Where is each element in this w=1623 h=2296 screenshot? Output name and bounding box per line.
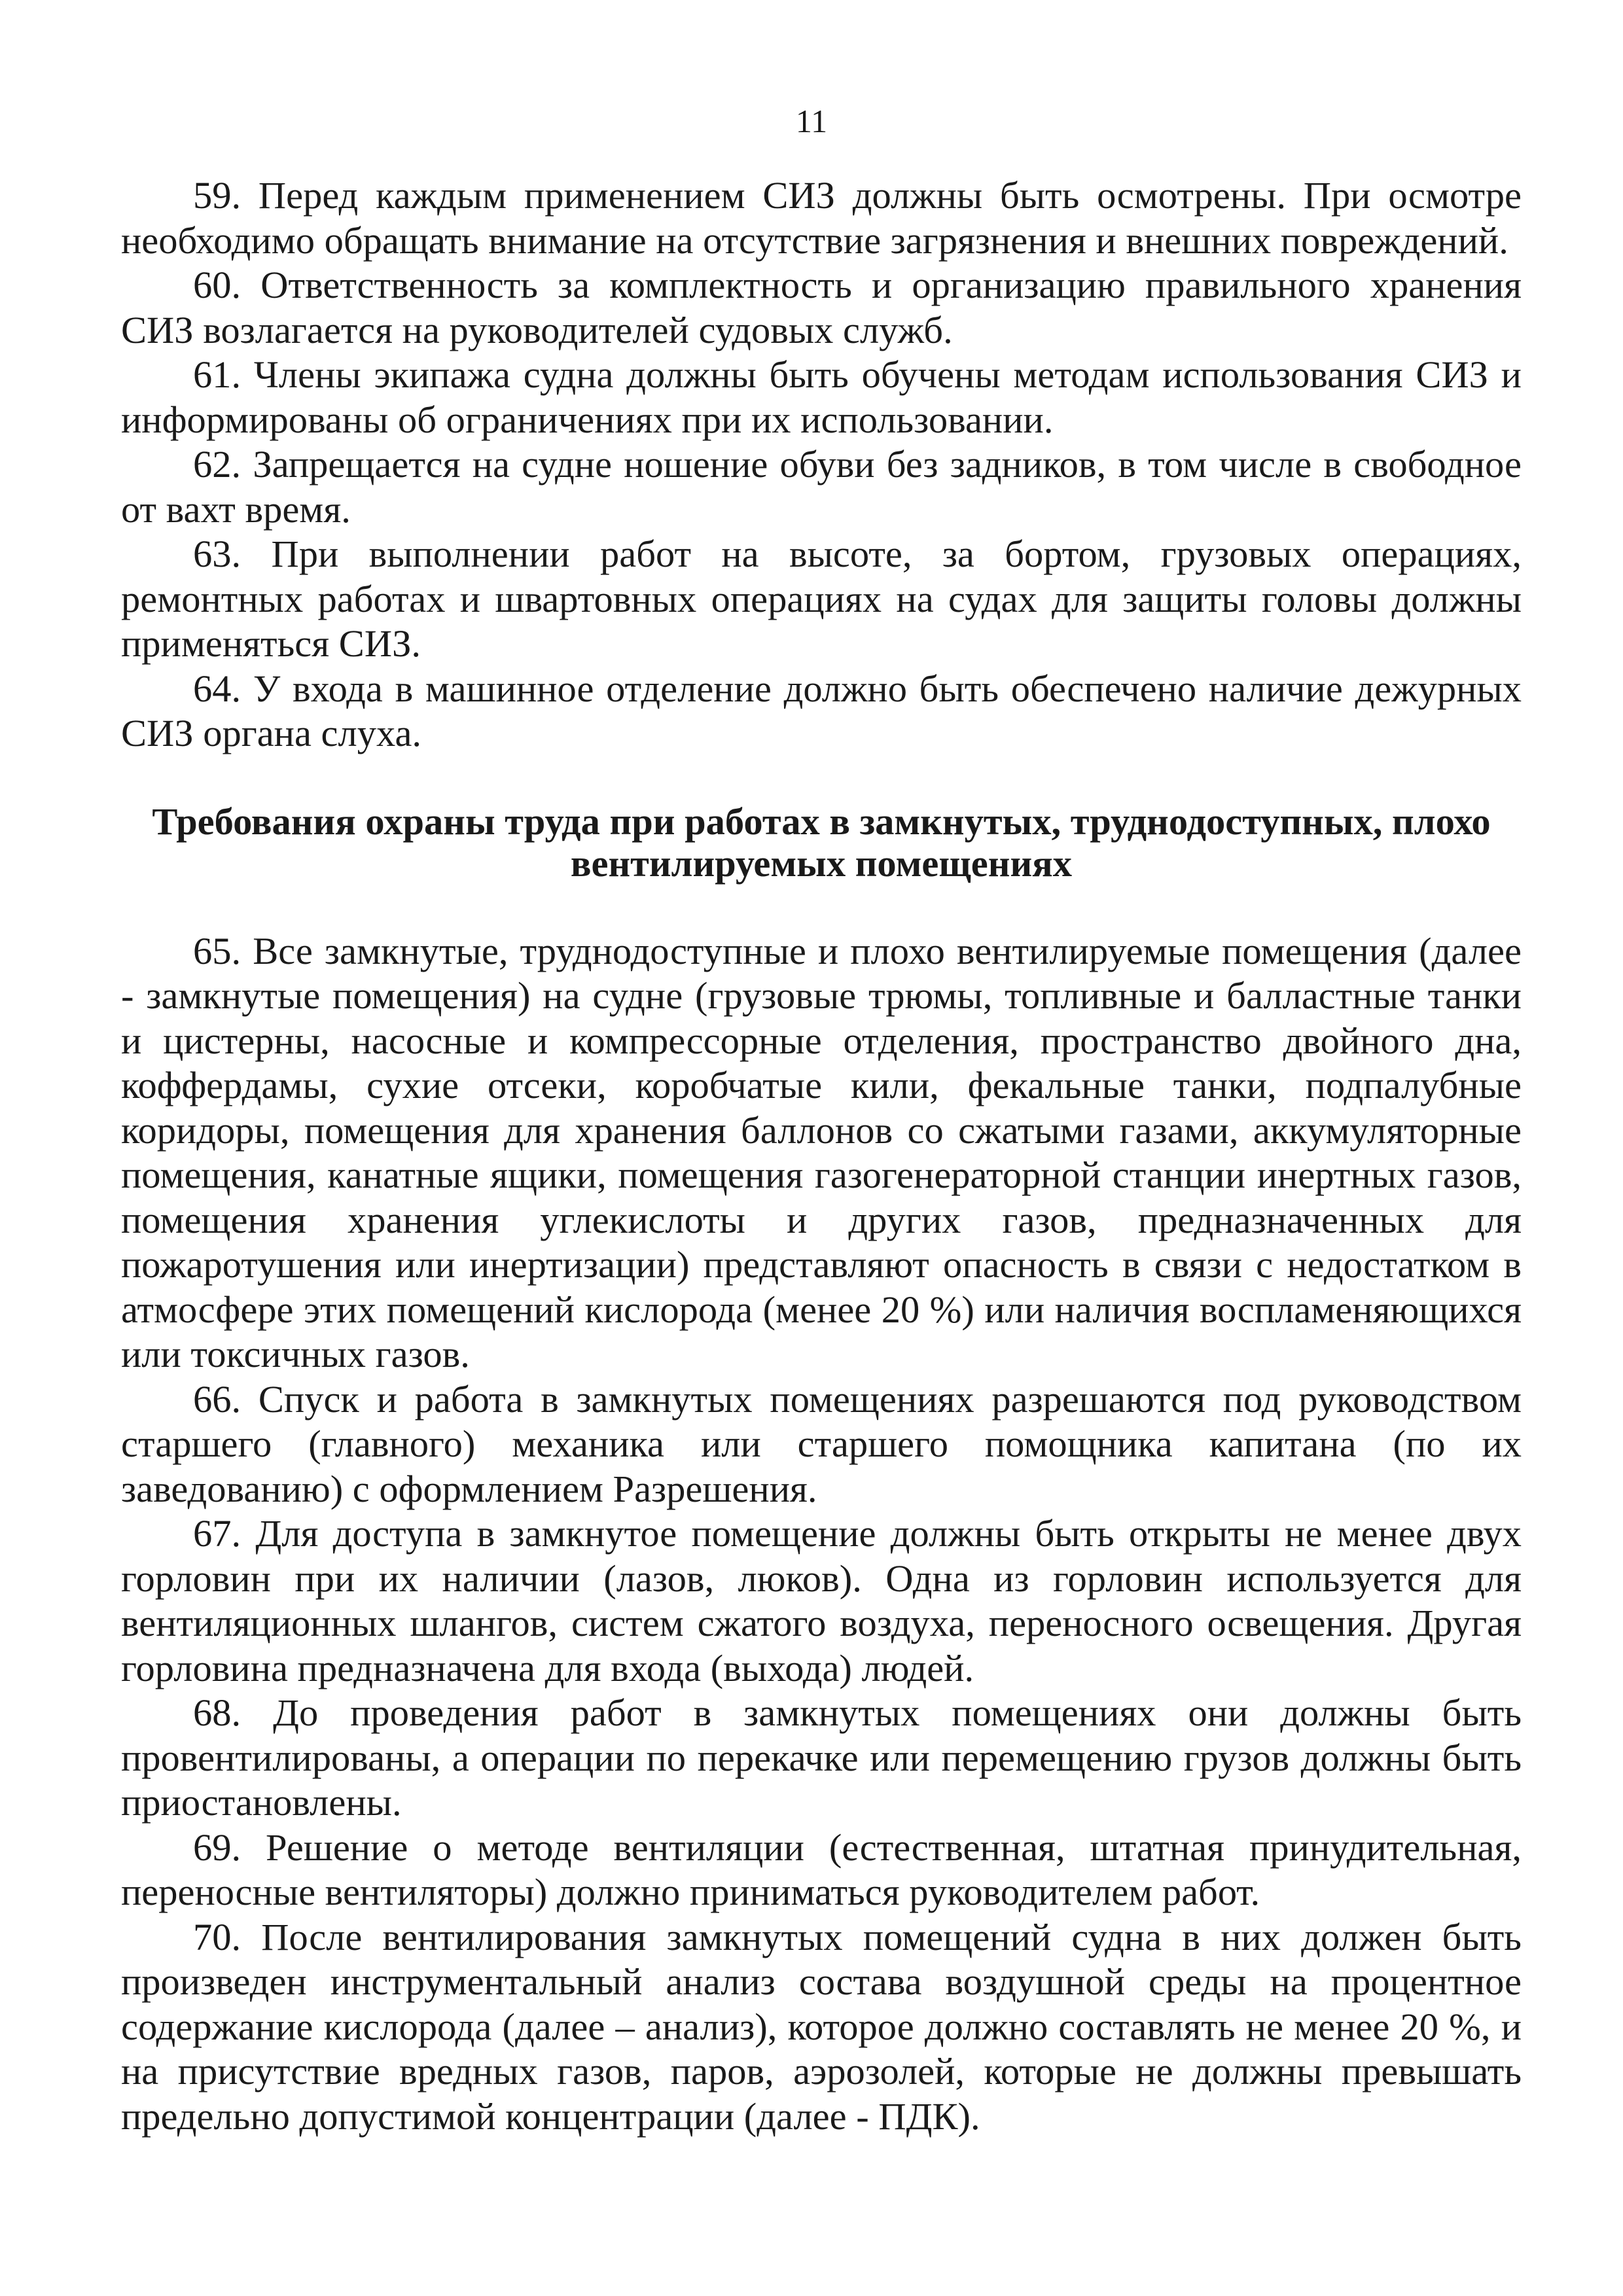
paragraph-65: 65. Все замкнутые, труднодоступные и плохо вентилируемые помещения (далее - замкнутые помещения) на судне (грузовые трюмы, топливные и балластные танки и цистерны, насосные и компрессорные отделения, пространство двойного дна, коффердамы, сухие отсеки, коробчатые кили, фекальные танки, подпалубные коридоры, помещения для хранения баллонов со сжатыми газами, аккумуляторные помещения, канатные ящики, помещения газогенераторной станции инертных газов, помещения хранения углекислоты и других газов, предназначенных для пожаротушения или инертизации) представляют опасность в связи с недостатком в атмосфере этих помещений кислорода (менее 20 %) или наличия воспламеняющихся или токсичных газов. bbox=[121, 929, 1522, 1375]
paragraph-64: 64. У входа в машинное отделение должно быть обеспечено наличие дежурных СИЗ органа слуха. bbox=[121, 667, 1522, 754]
paragraph-66: 66. Спуск и работа в замкнутых помещениях разрешаются под руководством старшего (главного) механика или старшего помощника капитана (по их заведованию) с оформлением Разрешения. bbox=[121, 1377, 1522, 1510]
paragraph-69: 69. Решение о методе вентиляции (естественная, штатная принудительная, переносные вентиляторы) должно приниматься руководителем работ. bbox=[121, 1826, 1522, 1913]
section-heading: Требования охраны труда при работах в замкнутых, труднодоступных, плохо вентилируемых помещениях bbox=[152, 800, 1491, 885]
paragraph-67: 67. Для доступа в замкнутое помещение должны быть открыты не менее двух горловин при их наличии (лазов, люков). Одна из горловин используется для вентиляционных шлангов, систем сжатого воздуха, переносного освещения. Другая горловина предназначена для входа (выхода) людей. bbox=[121, 1512, 1522, 1689]
page-number: 11 bbox=[795, 103, 828, 139]
paragraph-62: 62. Запрещается на судне ношение обуви без задников, в том числе в свободное от вахт время. bbox=[121, 443, 1522, 531]
paragraph-68: 68. До проведения работ в замкнутых помещениях они должны быть провентилированы, а операции по перекачке или перемещению грузов должны быть приостановлены. bbox=[121, 1691, 1522, 1824]
paragraph-60: 60. Ответственность за комплектность и организацию правильного хранения СИЗ возлагается на руководителей судовых служб. bbox=[121, 264, 1522, 351]
paragraph-63: 63. При выполнении работ на высоте, за бортом, грузовых операциях, ремонтных работах и швартовных операциях на судах для защиты головы должны применяться СИЗ. bbox=[121, 533, 1522, 665]
document-body bbox=[121, 173, 1522, 2139]
paragraph-61: 61. Члены экипажа судна должны быть обучены методам использования СИЗ и информированы об ограничениях при их использовании. bbox=[121, 353, 1522, 441]
paragraph-59: 59. Перед каждым применением СИЗ должны быть осмотрены. При осмотре необходимо обращать внимание на отсутствие загрязнения и внешних повреждений. bbox=[121, 174, 1522, 262]
paragraph-70: 70. После вентилирования замкнутых помещений судна в них должен быть произведен инструментальный анализ состава воздушной среды на процентное содержание кислорода (далее – анализ), которое должно составлять не менее 20 %, и на присутствие вредных газов, паров, аэрозолей, которые не должны превышать предельно допустимой концентрации (далее - ПДК). bbox=[121, 1915, 1522, 2138]
